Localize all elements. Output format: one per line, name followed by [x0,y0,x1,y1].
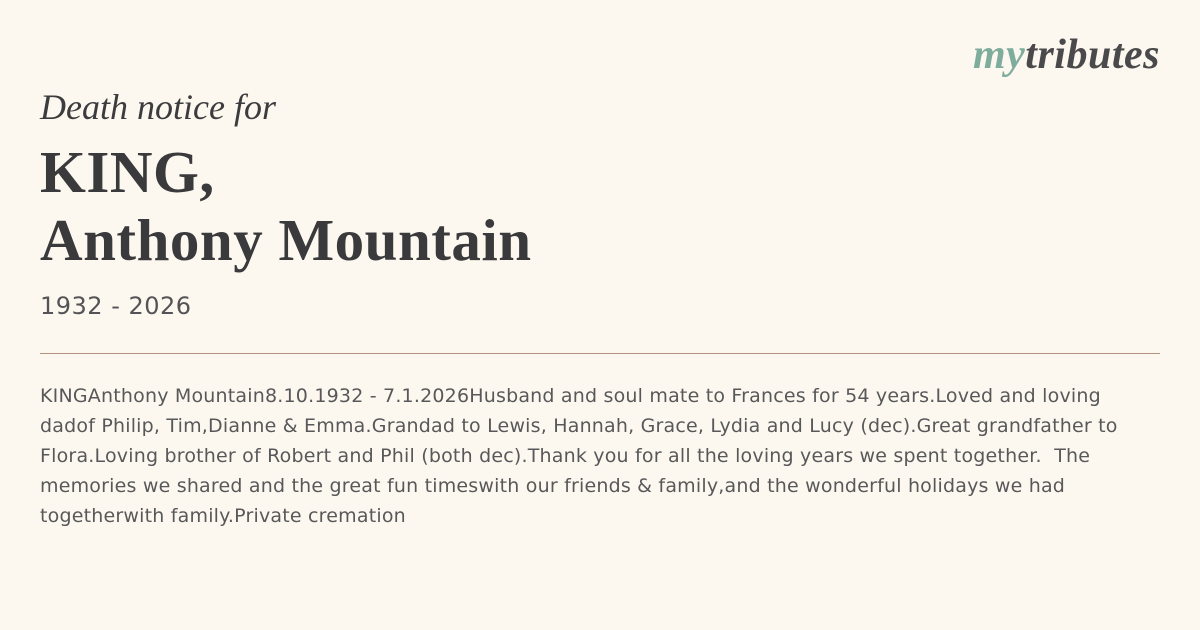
life-years: 1932 - 2026 [40,292,192,321]
death-notice-label: Death notice for [40,87,276,127]
notice-content [40,88,1160,550]
divider-line [40,353,1160,354]
deceased-surname: KING, [40,138,215,205]
mytributes-logo[interactable] [973,34,1160,76]
notice-body-text: KINGAnthony Mountain8.10.1932 - 7.1.2026Husband and soul mate to Frances for 54 years.Loved and loving dadof Philip, Tim,Dianne & Emma.Grandad to Lewis, Hannah, Grace, Lydia and Lucy (dec).Great grandfather to Flora.Loving brother of Robert and Phil (both dec).Thank you for all the loving years we spent together. The memories we shared and the great fun timeswith our friends & family,and the wonderful holidays we had togetherwith family.Private cremation [40,385,1124,528]
deceased-given-names: Anthony Mountain [40,207,532,274]
deceased-name [40,138,1160,275]
logo-my: my [972,32,1026,78]
logo-tributes: tributes [1025,32,1160,78]
